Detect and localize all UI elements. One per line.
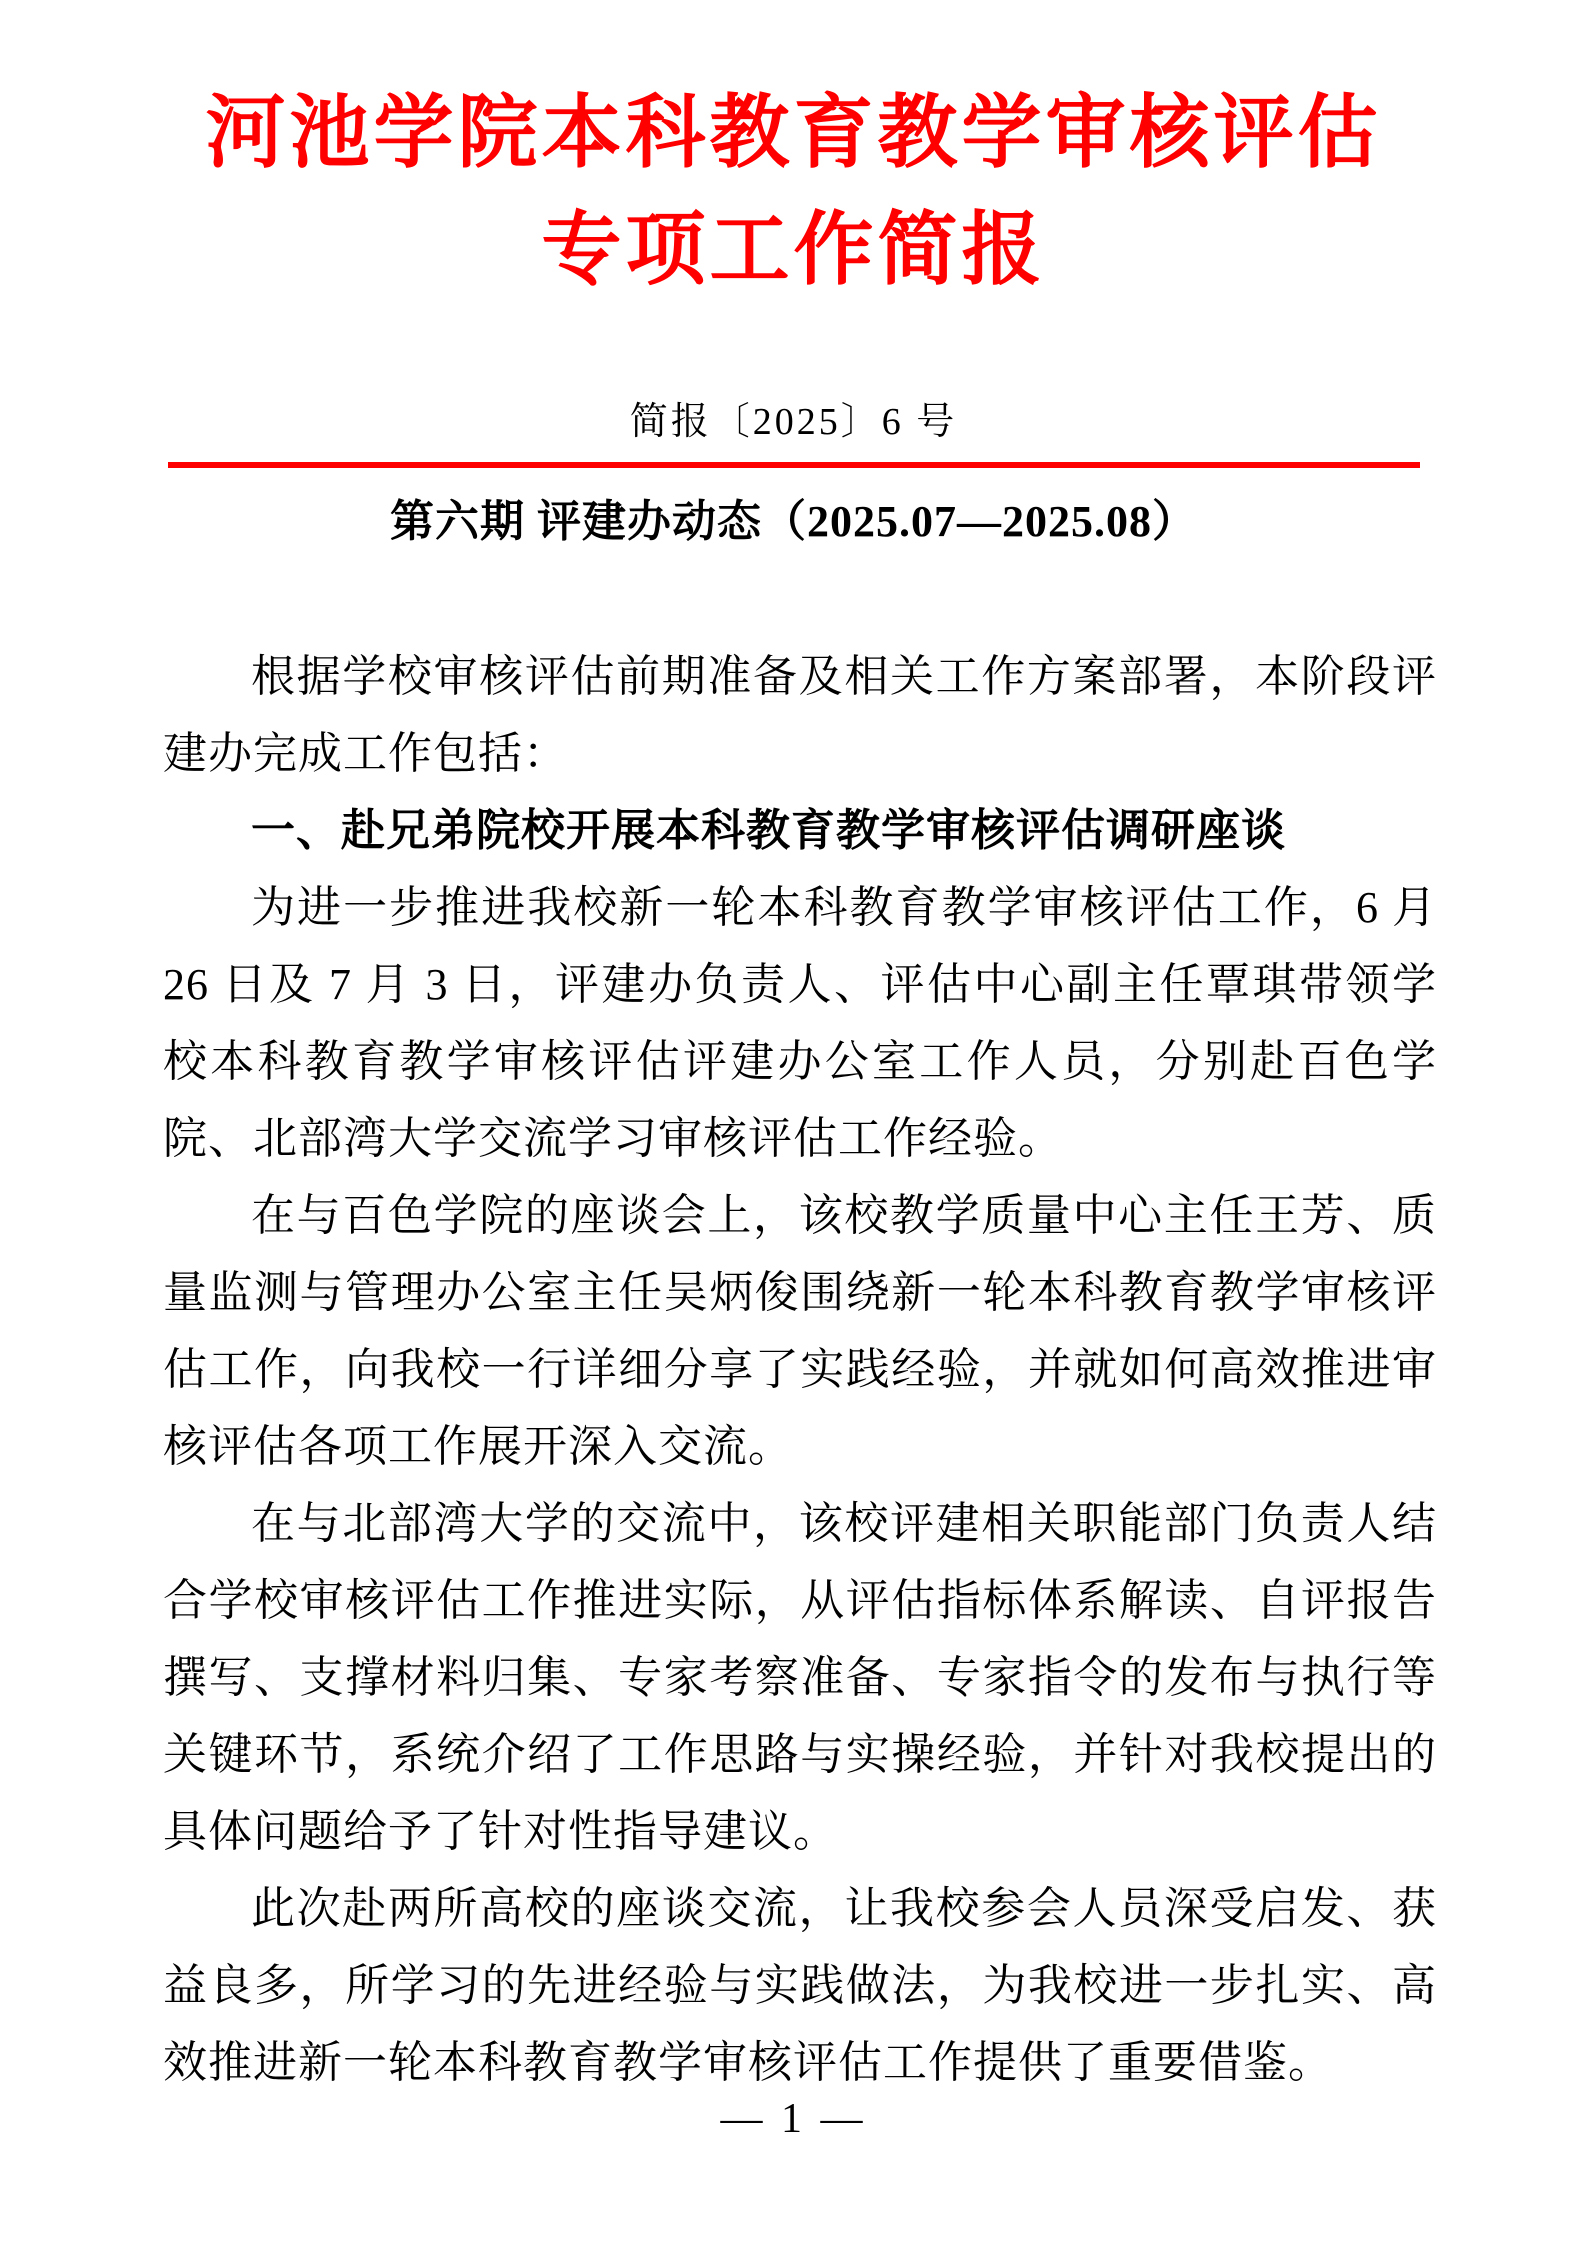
body-paragraph: 根据学校审核评估前期准备及相关工作方案部署，本阶段评建办完成工作包括：: [163, 652, 1437, 778]
section-subheading: 一、赴兄弟院校开展本科教育教学审核评估调研座谈: [251, 806, 1286, 855]
body-paragraph: 此次赴两所高校的座谈交流，让我校参会人员深受启发、获益良多，所学习的先进经验与实践做法，为我校进一步扎实、高效推进新一轮本科教育教学审核评估工作提供了重要借鉴。: [163, 1884, 1437, 2087]
issue-number: 简报〔2025〕6 号: [629, 401, 958, 443]
page-number: — 1 —: [720, 2096, 867, 2142]
red-divider-line: [168, 462, 1420, 468]
document-body: [0, 638, 1587, 2101]
body-paragraph: 在与百色学院的座谈会上，该校教学质量中心主任王芳、质量监测与管理办公室主任吴炳俊围绕新一轮本科教育教学审核评估工作，向我校一行详细分享了实践经验，并就如何高效推进审核评估各项工作展开深入交流。: [163, 1191, 1437, 1471]
body-paragraph: 为进一步推进我校新一轮本科教育教学审核评估工作，6 月 26 日及 7 月 3 日，评建办负责人、评估中心副主任覃琪带领学校本科教育教学审核评估评建办公室工作人员，分别赴百色学院、北部湾大学交流学习审核评估工作经验。: [163, 883, 1437, 1163]
document-title: [0, 0, 1587, 310]
body-paragraph: 在与北部湾大学的交流中，该校评建相关职能部门负责人结合学校审核评估工作推进实际，从评估指标体系解读、自评报告撰写、支撑材料归集、专家考察准备、专家指令的发布与执行等关键环节，系统介绍了工作思路与实操经验，并针对我校提出的具体问题给予了针对性指导建议。: [163, 1499, 1437, 1856]
document-title-line1: 河池学院本科教育教学审核评估: [205, 90, 1382, 178]
document-title-line2: 专项工作简报: [541, 207, 1046, 295]
section-heading: 第六期 评建办动态（2025.07—2025.08）: [390, 497, 1197, 546]
